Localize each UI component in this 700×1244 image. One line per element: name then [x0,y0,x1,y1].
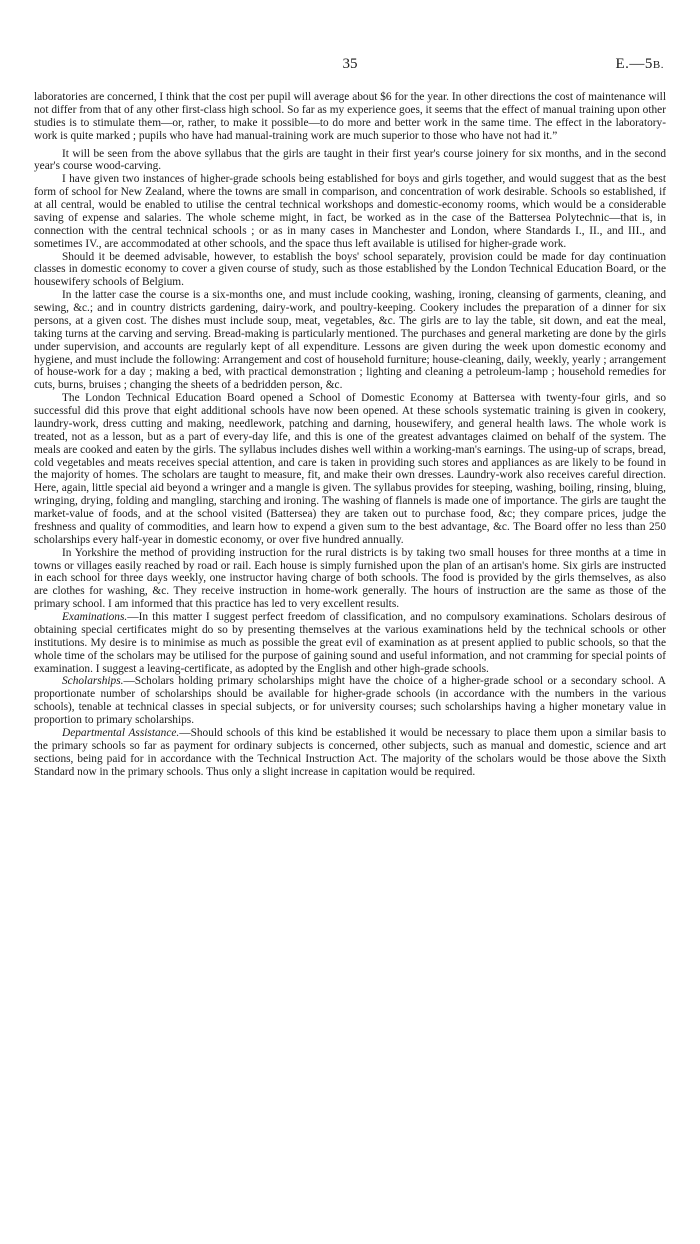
scholarships-text: —Scholars holding primary scholarships might have the choice of a higher-grade school or a secondary school. A proportionate number of scholarships should be available for higher-grade schools (in accordance with the numbers in the various schools), tenable at technical classes in special subjects, or for university courses; such scholarships having a higher monetary value in proportion to primary scholarships. [34,675,666,726]
document-reference-main: E.—5 [615,56,653,72]
paragraph-scholarships [34,675,666,727]
paragraph-separate-boys-school: Should it be deemed advisable, however, to establish the boys' school separately, provision could be made for day continuation classes in domestic economy to cover a given course of study, such as those established by the London Technical Education Board, or the housewifery schools of Belgium. [34,250,666,289]
paragraph-six-months-course: In the latter case the course is a six-months one, and must include cooking, washing, ironing, cleansing of garments, cleaning, and sewing, &c.; and in country districts gardening, dairy-work, and poultry-keeping. Cookery includes the preparation of a dinner for six persons, at a given cost. The dishes must include soup, meat, vegetables, &c. The girls are to lay the table, sit down, and eat the meal, taking turns at the carving and serving. Bread-making is particularly mentioned. The purchases and general marketing are done by the girls under supervision, and accounts are regularly kept of all expenditure. Lessons are given during the week upon domestic economy and hygiene, and must include the following: Arrangement and cost of household furniture; house-cleaning, daily, weekly, yearly ; arrangement of house-work for a day ; making a bed, with practical demonstration ; lighting and cleaning a petroleum-lamp ; household remedies for cuts, burns, bruises ; changing the sheets of a bedridden person, &c. [34,289,667,392]
page-number: 35 [342,56,358,72]
scholarships-heading: Scholarships. [62,675,124,688]
body-text [34,91,666,778]
paragraph-yorkshire: In Yorkshire the method of providing instruction for the rural districts is by taking two small houses for three months at a time in towns or villages easily reached by road or rail. Each house is simply furnished upon the plan of an artisan's home. Six girls are instructed in each school for three days weekly, one instructor having charge of both schools. The food is provided by the girls themselves, as also are clothes for washing, &c. They receive instruction in home-work generally. The hours of instruction are the same as those of the primary school. I am informed that this practice has led to very excellent results. [34,546,666,611]
paragraph-london-board: The London Technical Education Board opened a School of Domestic Economy at Battersea with twenty-four girls, and so successful did this prove that eight additional schools have now been opened. At these schools systematic training is given in cookery, laundry-work, dress cutting and making, needlework, patching and darning, housewifery, and general health laws. The whole work is treated, not as a lesson, but as a part of every-day life, and this is one of the greatest advantages claimed on behalf of the system. The meals are cooked and eaten by the girls. The syllabus includes dishes well within a working-man's earnings. The using-up of scraps, bread, cold vegetables and meats receives special attention, and care is taken in providing such stores and appliances as are likely to be found in the majority of homes. The scholars are taught to measure, fit, and make their own dresses. Laundry-work also receives careful direction. Here, again, little special aid beyond a wringer and a mangle is given. The syllabus provides for steeping, washing, boiling, rinsing, bluing, wringing, drying, folding and mangling, starching and ironing. The washing of flannels is made one of importance. The girls are taught the market-value of foods, and at the school visited (Battersea) they are taken out to purchase food, &c; they compare prices, judge the freshness and quality of commodities, and learn how to expend a given sum to the best advantage, &c. The Board offer no less than 250 scholarships every half-year in domestic economy, or over five hundred annually. [34,392,666,546]
document-reference-suffix: B. [652,59,664,71]
paragraph-examinations [34,611,666,675]
paragraph-quote-continuation: laboratories are concerned, I think that the cost per pupil will average about $6 for the year. In other directions the cost of maintenance will not differ from that of any other first-class high school. So far as my experience goes, it seems that the effect of manual training upon other studies is to stimulate them—or, rather, to make it possible—to do more and better work in the same time. The effect in the laboratory-work is quite marked ; pupils who have had manual-training work are much superior to those who have not had it.” [34,91,666,142]
paragraph-higher-grade-schools: I have given two instances of higher-grade schools being established for boys and girls together, and would suggest that as the best form of school for New Zealand, where the towns are small in comparison, and concentration of work desirable. Schools so established, if at all central, would be enabled to utilise the central technical workshops and domestic-economy rooms, which would be a considerable saving of expense and salaries. The whole scheme might, in fact, be worked as in the case of the Battersea Polytechnic—that is, in connection with the central technical schools ; or as in many cases in Manchester and London, where Standards I., II., and III., and sometimes IV., are accommodated at other schools, and the space thus left available is utilised for higher-grade work. [34,173,666,250]
document-reference [615,56,664,73]
paragraph-syllabus-note: It will be seen from the above syllabus that the girls are taught in their first year's course joinery for six months, and in the second year's course wood-carving. [34,147,666,173]
examinations-text: —In this matter I suggest perfect freedom of classification, and no compulsory examinations. Scholars desirous of obtaining special certificates might do so by presenting themselves at the various examinations held by the technical schools or other institutions. My desire is to minimise as much as possible the great evil of examination as at present applied to public schools, so that the whole time of the scholars may be utilised for the purpose of gaining sound and useful information, and not cramming for special points of examination. I suggest a leaving-certificate, as adopted by the English and other high-grade schools. [34,611,666,675]
departmental-assistance-heading: Departmental Assistance. [62,726,180,739]
examinations-heading: Examinations. [62,611,128,623]
page-header [32,56,668,76]
departmental-assistance-text: —Should schools of this kind be established it would be necessary to place them upon a similar basis to the primary schools so far as payment for ordinary subjects is concerned, other subjects, such as manual and domestic, science and art sections, being paid for in accordance with the Technical Instruction Act. The majority of the scholars would be those above the Sixth Standard now in the primary schools. Thus only a slight increase in capitation would be required. [34,726,666,778]
paragraph-departmental-assistance [34,727,666,779]
